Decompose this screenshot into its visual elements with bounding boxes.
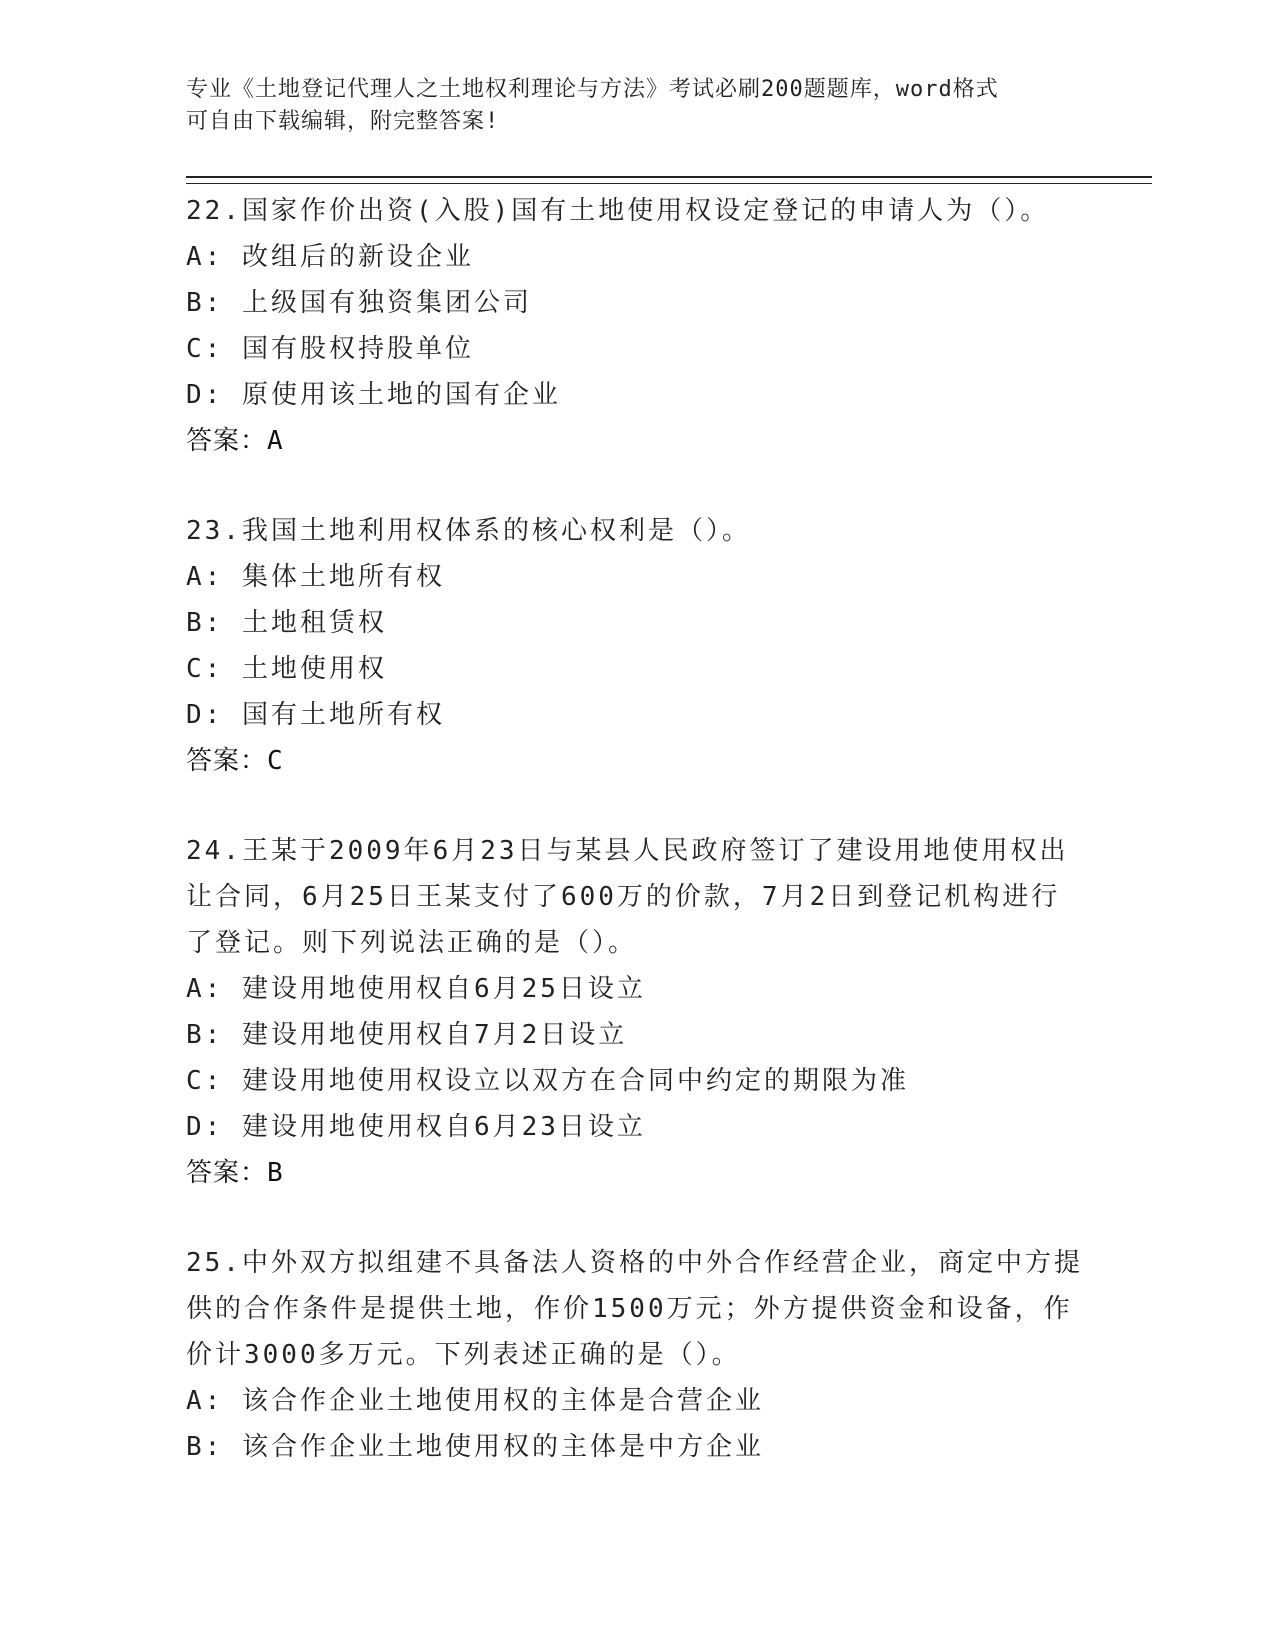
- answer-line: [186, 738, 1086, 784]
- answer-label: 答案：: [186, 746, 268, 776]
- option-b: B: 该合作企业土地使用权的主体是中方企业: [186, 1432, 764, 1462]
- header-line-1: 专业《土地登记代理人之土地权利理论与方法》考试必刷200题题库，word格式: [186, 77, 999, 102]
- header-divider-thick: [186, 176, 1152, 178]
- option-a: A: 集体土地所有权: [186, 562, 445, 592]
- option-d: D: 国有土地所有权: [186, 700, 445, 730]
- answer-line: [186, 418, 1086, 464]
- option-a: A: 该合作企业土地使用权的主体是合营企业: [186, 1386, 764, 1416]
- option-b: B: 土地租赁权: [186, 608, 387, 638]
- question-25: [186, 1240, 1086, 1470]
- answer-value: C: [267, 746, 284, 776]
- question-stem: 23.我国土地利用权体系的核心权利是（）。: [186, 516, 751, 546]
- option-a: A: 建设用地使用权自6月25日设立: [186, 974, 646, 1004]
- question-stem: 24.王某于2009年6月23日与某县人民政府签订了建设用地使用权出让合同，6月25日王某支付了600万的价款，7月2日到登记机构进行了登记。则下列说法正确的是（）。: [186, 836, 1069, 958]
- question-23: [186, 508, 1086, 784]
- question-24: [186, 828, 1086, 1196]
- answer-label: 答案：: [186, 426, 268, 456]
- option-d: D: 建设用地使用权自6月23日设立: [186, 1112, 646, 1142]
- question-list: [186, 188, 1086, 1514]
- option-c: C: 国有股权持股单位: [186, 334, 474, 364]
- option-c: C: 建设用地使用权设立以双方在合同中约定的期限为准: [186, 1066, 909, 1096]
- option-d: D: 原使用该土地的国有企业: [186, 380, 561, 410]
- answer-value: B: [267, 1158, 284, 1188]
- answer-value: A: [267, 426, 284, 456]
- document-header: [186, 74, 1066, 138]
- question-stem: 25.中外双方拟组建不具备法人资格的中外合作经营企业，商定中方提供的合作条件是提供土地，作价1500万元；外方提供资金和设备，作价计3000多万元。下列表述正确的是（）。: [186, 1248, 1083, 1370]
- question-stem: 22.国家作价出资(入股)国有土地使用权设定登记的申请人为（）。: [186, 196, 1050, 226]
- header-divider-thin: [186, 183, 1152, 184]
- question-22: [186, 188, 1086, 464]
- answer-label: 答案：: [186, 1158, 268, 1188]
- option-b: B: 上级国有独资集团公司: [186, 288, 532, 318]
- answer-line: [186, 1150, 1086, 1196]
- option-b: B: 建设用地使用权自7月2日设立: [186, 1020, 628, 1050]
- header-line-2: 可自由下载编辑，附完整答案!: [186, 109, 500, 134]
- option-c: C: 土地使用权: [186, 654, 387, 684]
- option-a: A: 改组后的新设企业: [186, 242, 474, 272]
